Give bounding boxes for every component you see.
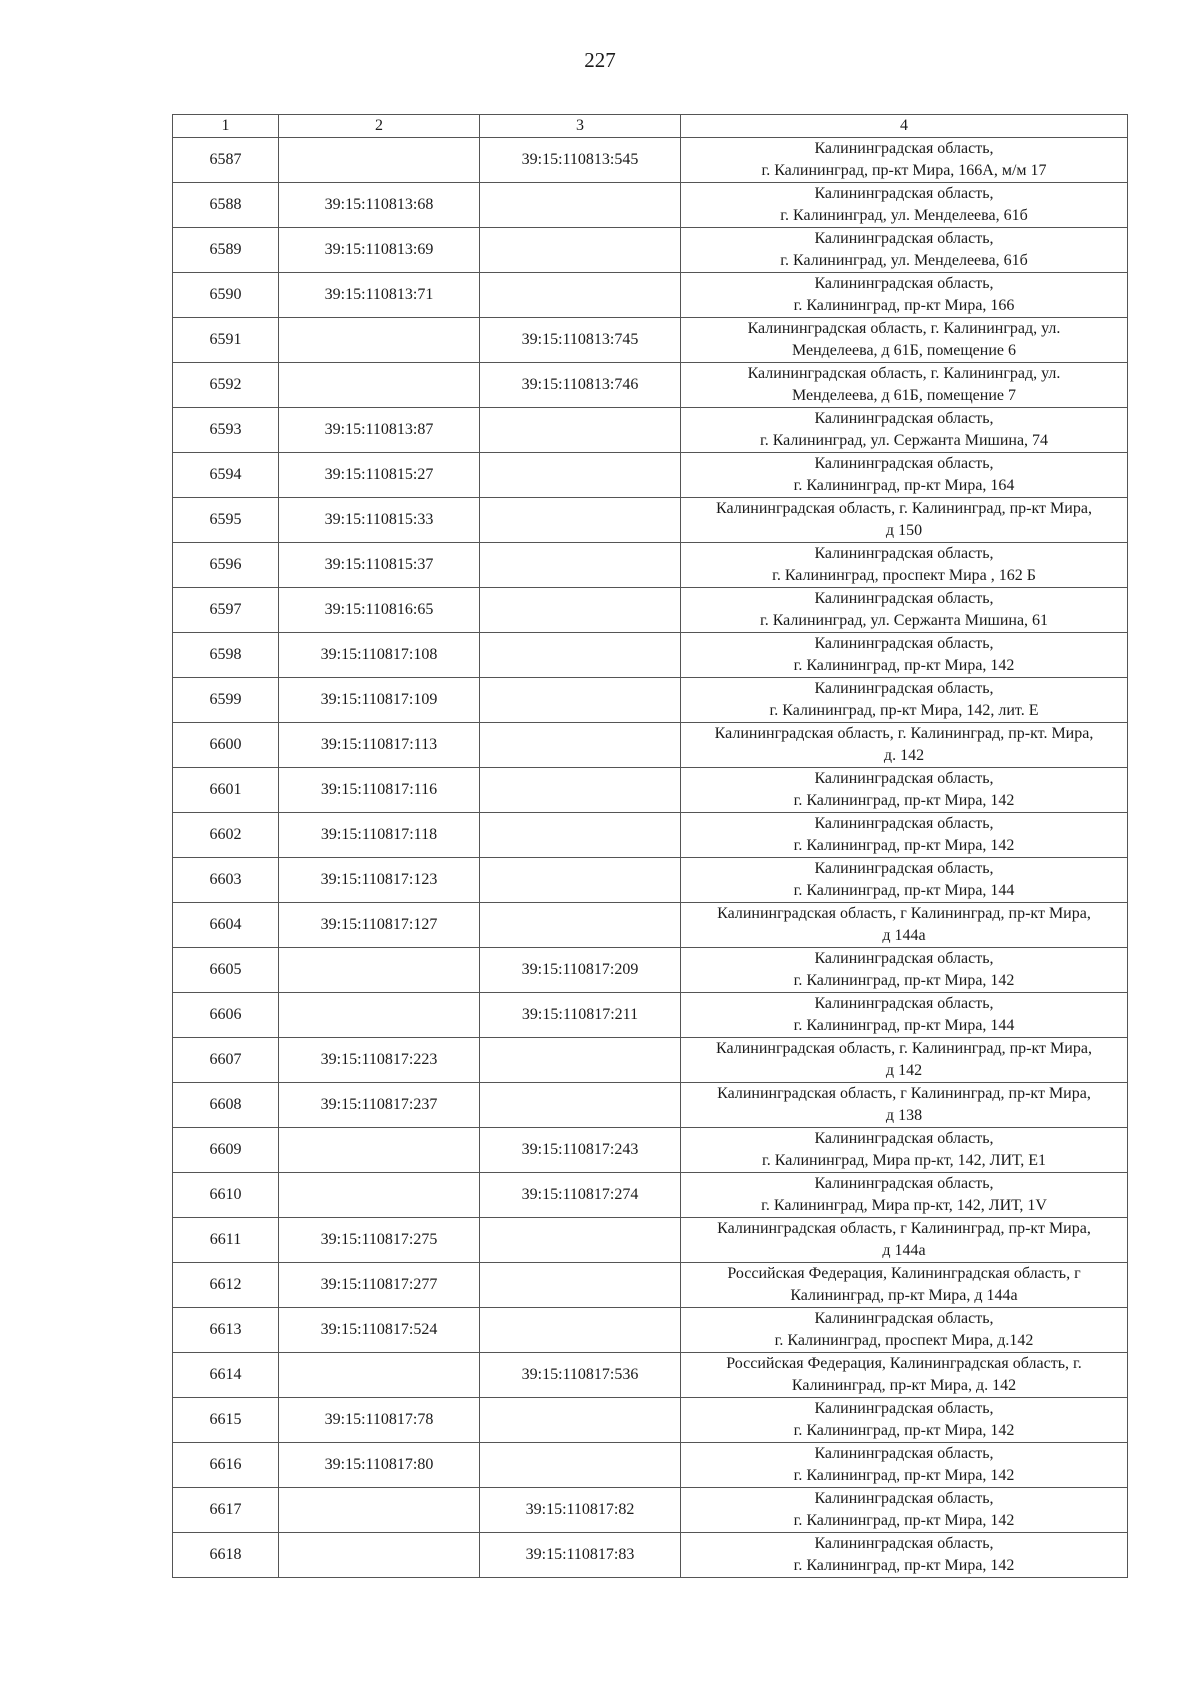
table-row <box>173 1083 1128 1128</box>
object-cadastral-number-cell: 39:15:110817:82 <box>480 1488 681 1533</box>
object-cadastral-number-cell <box>480 723 681 768</box>
row-number-cell: 6611 <box>173 1218 279 1263</box>
land-cadastral-number-cell <box>279 1128 480 1173</box>
table-row <box>173 588 1128 633</box>
address-cell <box>681 498 1128 543</box>
address-cell <box>681 903 1128 948</box>
row-number-cell: 6596 <box>173 543 279 588</box>
header-row <box>173 115 1128 138</box>
table-row <box>173 813 1128 858</box>
object-cadastral-number-cell: 39:15:110817:209 <box>480 948 681 993</box>
row-number-cell: 6607 <box>173 1038 279 1083</box>
address-line: Калининградская область, <box>814 1535 994 1552</box>
object-cadastral-number-cell <box>480 1443 681 1488</box>
object-cadastral-number-cell <box>480 408 681 453</box>
column-header-3: 3 <box>480 115 681 138</box>
object-cadastral-number-cell: 39:15:110817:536 <box>480 1353 681 1398</box>
address-line: г. Калининград, проспект Мира, д.142 <box>774 1332 1034 1349</box>
row-number-cell: 6589 <box>173 228 279 273</box>
table-row <box>173 1038 1128 1083</box>
object-cadastral-number-cell <box>480 228 681 273</box>
address-line: Калининградская область, <box>814 1130 994 1147</box>
land-cadastral-number-cell <box>279 138 480 183</box>
address-cell <box>681 318 1128 363</box>
address-cell <box>681 723 1128 768</box>
land-cadastral-number-cell: 39:15:110817:275 <box>279 1218 480 1263</box>
address-cell <box>681 1488 1128 1533</box>
address-line: д 138 <box>885 1107 923 1124</box>
land-cadastral-number-cell <box>279 1533 480 1578</box>
address-line: Калининградская область, <box>814 1175 994 1192</box>
object-cadastral-number-cell <box>480 633 681 678</box>
address-line: г. Калининград, пр-кт Мира, 142 <box>793 1557 1015 1574</box>
address-cell <box>681 408 1128 453</box>
address-line: г. Калининград, пр-кт Мира, 144 <box>793 1017 1015 1034</box>
address-line: Калининградская область, <box>814 230 994 247</box>
address-line: Калининградская область, <box>814 455 994 472</box>
table-header <box>173 115 1128 138</box>
row-number-cell: 6618 <box>173 1533 279 1578</box>
row-number-cell: 6608 <box>173 1083 279 1128</box>
address-cell <box>681 1263 1128 1308</box>
row-number-cell: 6603 <box>173 858 279 903</box>
object-cadastral-number-cell <box>480 678 681 723</box>
land-cadastral-number-cell: 39:15:110813:68 <box>279 183 480 228</box>
object-cadastral-number-cell <box>480 1398 681 1443</box>
address-line: Калининград, пр-кт Мира, д 144а <box>790 1287 1018 1304</box>
land-cadastral-number-cell: 39:15:110817:113 <box>279 723 480 768</box>
address-line: Калининградская область, <box>814 995 994 1012</box>
row-number-cell: 6610 <box>173 1173 279 1218</box>
land-cadastral-number-cell: 39:15:110817:524 <box>279 1308 480 1353</box>
address-line: д. 142 <box>883 747 925 764</box>
table-row <box>173 183 1128 228</box>
object-cadastral-number-cell <box>480 813 681 858</box>
row-number-cell: 6595 <box>173 498 279 543</box>
row-number-cell: 6612 <box>173 1263 279 1308</box>
land-cadastral-number-cell: 39:15:110817:80 <box>279 1443 480 1488</box>
address-line: д 144а <box>882 927 926 944</box>
address-line: Калининградская область, г. Калининград, ул. <box>747 365 1061 382</box>
address-line: Менделеева, д 61Б, помещение 7 <box>791 387 1016 404</box>
address-line: г. Калининград, ул. Сержанта Мишина, 61 <box>759 612 1049 629</box>
object-cadastral-number-cell <box>480 1308 681 1353</box>
table-row <box>173 543 1128 588</box>
land-cadastral-number-cell: 39:15:110817:118 <box>279 813 480 858</box>
row-number-cell: 6602 <box>173 813 279 858</box>
land-cadastral-number-cell <box>279 363 480 408</box>
table-row <box>173 678 1128 723</box>
row-number-cell: 6604 <box>173 903 279 948</box>
row-number-cell: 6587 <box>173 138 279 183</box>
row-number-cell: 6606 <box>173 993 279 1038</box>
row-number-cell: 6613 <box>173 1308 279 1353</box>
land-cadastral-number-cell <box>279 318 480 363</box>
address-line: г. Калининград, пр-кт Мира, 144 <box>793 882 1015 899</box>
address-line: Калининградская область, <box>814 275 994 292</box>
row-number-cell: 6605 <box>173 948 279 993</box>
address-line: д 142 <box>885 1062 923 1079</box>
object-cadastral-number-cell <box>480 543 681 588</box>
table-row <box>173 993 1128 1038</box>
table-row <box>173 1533 1128 1578</box>
address-line: г. Калининград, пр-кт Мира, 166А, м/м 17 <box>761 162 1047 179</box>
object-cadastral-number-cell <box>480 183 681 228</box>
object-cadastral-number-cell <box>480 453 681 498</box>
table-row <box>173 1308 1128 1353</box>
table-row <box>173 1263 1128 1308</box>
address-line: Калининградская область, <box>814 1400 994 1417</box>
address-line: г. Калининград, пр-кт Мира, 142, лит. Е <box>769 702 1039 719</box>
table-body <box>173 138 1128 1578</box>
table-row <box>173 498 1128 543</box>
land-cadastral-number-cell: 39:15:110817:116 <box>279 768 480 813</box>
address-line: Калининградская область, <box>814 635 994 652</box>
table-row <box>173 228 1128 273</box>
row-number-cell: 6592 <box>173 363 279 408</box>
object-cadastral-number-cell <box>480 588 681 633</box>
address-line: г. Калининград, пр-кт Мира, 142 <box>793 837 1015 854</box>
address-line: д 150 <box>885 522 923 539</box>
address-line: г. Калининград, ул. Менделеева, 61б <box>780 252 1028 269</box>
land-cadastral-number-cell: 39:15:110817:277 <box>279 1263 480 1308</box>
address-line: Калининградская область, <box>814 185 994 202</box>
land-cadastral-number-cell: 39:15:110815:33 <box>279 498 480 543</box>
row-number-cell: 6594 <box>173 453 279 498</box>
address-line: г. Калининград, Мира пр-кт, 142, ЛИТ, Е1 <box>762 1152 1046 1169</box>
address-line: Калининградская область, <box>814 770 994 787</box>
land-cadastral-number-cell: 39:15:110815:27 <box>279 453 480 498</box>
table-row <box>173 1128 1128 1173</box>
land-cadastral-number-cell: 39:15:110817:123 <box>279 858 480 903</box>
address-line: г. Калининград, ул. Менделеева, 61б <box>780 207 1028 224</box>
row-number-cell: 6597 <box>173 588 279 633</box>
land-cadastral-number-cell <box>279 1488 480 1533</box>
land-cadastral-number-cell <box>279 948 480 993</box>
address-line: Калининградская область, г. Калининград, пр-кт Мира, <box>716 500 1092 517</box>
object-cadastral-number-cell <box>480 1038 681 1083</box>
address-cell <box>681 273 1128 318</box>
address-line: Калининградская область, г Калининград, пр-кт Мира, <box>717 905 1091 922</box>
row-number-cell: 6599 <box>173 678 279 723</box>
object-cadastral-number-cell: 39:15:110813:545 <box>480 138 681 183</box>
table-row <box>173 903 1128 948</box>
object-cadastral-number-cell: 39:15:110813:746 <box>480 363 681 408</box>
object-cadastral-number-cell <box>480 1263 681 1308</box>
address-line: Калининградская область, <box>814 140 994 157</box>
object-cadastral-number-cell: 39:15:110817:211 <box>480 993 681 1038</box>
object-cadastral-number-cell: 39:15:110817:83 <box>480 1533 681 1578</box>
address-line: Российская Федерация, Калининградская область, г. <box>726 1355 1082 1372</box>
row-number-cell: 6593 <box>173 408 279 453</box>
address-line: г. Калининград, Мира пр-кт, 142, ЛИТ, 1V <box>761 1197 1047 1214</box>
object-cadastral-number-cell: 39:15:110817:243 <box>480 1128 681 1173</box>
address-cell <box>681 138 1128 183</box>
address-cell <box>681 948 1128 993</box>
address-line: г. Калининград, пр-кт Мира, 142 <box>793 1467 1015 1484</box>
address-cell <box>681 1398 1128 1443</box>
address-cell <box>681 1353 1128 1398</box>
address-line: Калининградская область, г. Калининград, пр-кт Мира, <box>716 1040 1092 1057</box>
table-row <box>173 363 1128 408</box>
address-cell <box>681 183 1128 228</box>
row-number-cell: 6600 <box>173 723 279 768</box>
address-line: Менделеева, д 61Б, помещение 6 <box>791 342 1016 359</box>
address-line: Калининградская область, <box>814 410 994 427</box>
address-line: г. Калининград, ул. Сержанта Мишина, 74 <box>759 432 1049 449</box>
address-line: Калининградская область, <box>814 680 994 697</box>
land-cadastral-number-cell: 39:15:110817:78 <box>279 1398 480 1443</box>
row-number-cell: 6598 <box>173 633 279 678</box>
object-cadastral-number-cell <box>480 1218 681 1263</box>
registry-table <box>172 114 1128 1578</box>
address-line: Калининградская область, г. Калининград, пр-кт. Мира, <box>714 725 1094 742</box>
row-number-cell: 6601 <box>173 768 279 813</box>
land-cadastral-number-cell <box>279 1353 480 1398</box>
table-row <box>173 1488 1128 1533</box>
object-cadastral-number-cell: 39:15:110817:274 <box>480 1173 681 1218</box>
land-cadastral-number-cell: 39:15:110817:237 <box>279 1083 480 1128</box>
page-number: 227 <box>584 48 616 72</box>
address-line: г. Калининград, пр-кт Мира, 142 <box>793 792 1015 809</box>
object-cadastral-number-cell: 39:15:110813:745 <box>480 318 681 363</box>
address-line: г. Калининград, пр-кт Мира, 166 <box>793 297 1015 314</box>
table-row <box>173 633 1128 678</box>
address-cell <box>681 1308 1128 1353</box>
address-cell <box>681 993 1128 1038</box>
table-row <box>173 1173 1128 1218</box>
address-cell <box>681 1173 1128 1218</box>
row-number-cell: 6615 <box>173 1398 279 1443</box>
address-cell <box>681 1533 1128 1578</box>
object-cadastral-number-cell <box>480 498 681 543</box>
land-cadastral-number-cell: 39:15:110813:71 <box>279 273 480 318</box>
land-cadastral-number-cell <box>279 993 480 1038</box>
object-cadastral-number-cell <box>480 768 681 813</box>
address-line: Калининградская область, <box>814 950 994 967</box>
land-cadastral-number-cell: 39:15:110813:69 <box>279 228 480 273</box>
address-cell <box>681 453 1128 498</box>
table-row <box>173 1398 1128 1443</box>
address-cell <box>681 543 1128 588</box>
address-cell <box>681 1218 1128 1263</box>
address-cell <box>681 588 1128 633</box>
address-line: Калининградская область, г Калининград, пр-кт Мира, <box>717 1220 1091 1237</box>
column-header-1: 1 <box>173 115 279 138</box>
object-cadastral-number-cell <box>480 858 681 903</box>
table-row <box>173 723 1128 768</box>
address-cell <box>681 633 1128 678</box>
table-row <box>173 408 1128 453</box>
object-cadastral-number-cell <box>480 273 681 318</box>
address-cell <box>681 363 1128 408</box>
row-number-cell: 6591 <box>173 318 279 363</box>
address-line: г. Калининград, пр-кт Мира, 142 <box>793 1422 1015 1439</box>
table-row <box>173 768 1128 813</box>
table-row <box>173 1353 1128 1398</box>
address-line: г. Калининград, пр-кт Мира, 142 <box>793 657 1015 674</box>
address-cell <box>681 1038 1128 1083</box>
address-line: Калининградская область, <box>814 590 994 607</box>
table-row <box>173 948 1128 993</box>
address-line: г. Калининград, пр-кт Мира, 142 <box>793 1512 1015 1529</box>
land-cadastral-number-cell: 39:15:110817:109 <box>279 678 480 723</box>
table-row <box>173 138 1128 183</box>
address-line: Калининград, пр-кт Мира, д. 142 <box>791 1377 1017 1394</box>
table-row <box>173 1443 1128 1488</box>
table-row <box>173 1218 1128 1263</box>
table-row <box>173 318 1128 363</box>
row-number-cell: 6590 <box>173 273 279 318</box>
land-cadastral-number-cell: 39:15:110815:37 <box>279 543 480 588</box>
address-cell <box>681 1128 1128 1173</box>
object-cadastral-number-cell <box>480 903 681 948</box>
row-number-cell: 6617 <box>173 1488 279 1533</box>
row-number-cell: 6616 <box>173 1443 279 1488</box>
table-row <box>173 858 1128 903</box>
land-cadastral-number-cell: 39:15:110817:108 <box>279 633 480 678</box>
table-row <box>173 453 1128 498</box>
address-line: г. Калининград, пр-кт Мира, 142 <box>793 972 1015 989</box>
address-cell <box>681 858 1128 903</box>
address-line: г. Калининград, проспект Мира , 162 Б <box>772 567 1036 584</box>
address-line: Калининградская область, <box>814 545 994 562</box>
address-line: Калининградская область, <box>814 815 994 832</box>
address-line: Калининградская область, г. Калининград, ул. <box>747 320 1061 337</box>
address-line: Российская Федерация, Калининградская область, г <box>727 1265 1081 1282</box>
table-row <box>173 273 1128 318</box>
land-cadastral-number-cell: 39:15:110817:223 <box>279 1038 480 1083</box>
object-cadastral-number-cell <box>480 1083 681 1128</box>
column-header-2: 2 <box>279 115 480 138</box>
address-cell <box>681 1083 1128 1128</box>
land-cadastral-number-cell <box>279 1173 480 1218</box>
row-number-cell: 6609 <box>173 1128 279 1173</box>
address-cell <box>681 768 1128 813</box>
address-cell <box>681 678 1128 723</box>
row-number-cell: 6614 <box>173 1353 279 1398</box>
address-line: г. Калининград, пр-кт Мира, 164 <box>793 477 1015 494</box>
address-cell <box>681 813 1128 858</box>
address-line: Калининградская область, <box>814 1490 994 1507</box>
address-line: Калининградская область, г Калининград, пр-кт Мира, <box>717 1085 1091 1102</box>
land-cadastral-number-cell: 39:15:110813:87 <box>279 408 480 453</box>
land-cadastral-number-cell: 39:15:110817:127 <box>279 903 480 948</box>
address-cell <box>681 228 1128 273</box>
address-cell <box>681 1443 1128 1488</box>
address-line: Калининградская область, <box>814 1310 994 1327</box>
row-number-cell: 6588 <box>173 183 279 228</box>
column-header-4: 4 <box>681 115 1128 138</box>
address-line: д 144а <box>882 1242 926 1259</box>
address-line: Калининградская область, <box>814 1445 994 1462</box>
land-cadastral-number-cell: 39:15:110816:65 <box>279 588 480 633</box>
address-line: Калининградская область, <box>814 860 994 877</box>
